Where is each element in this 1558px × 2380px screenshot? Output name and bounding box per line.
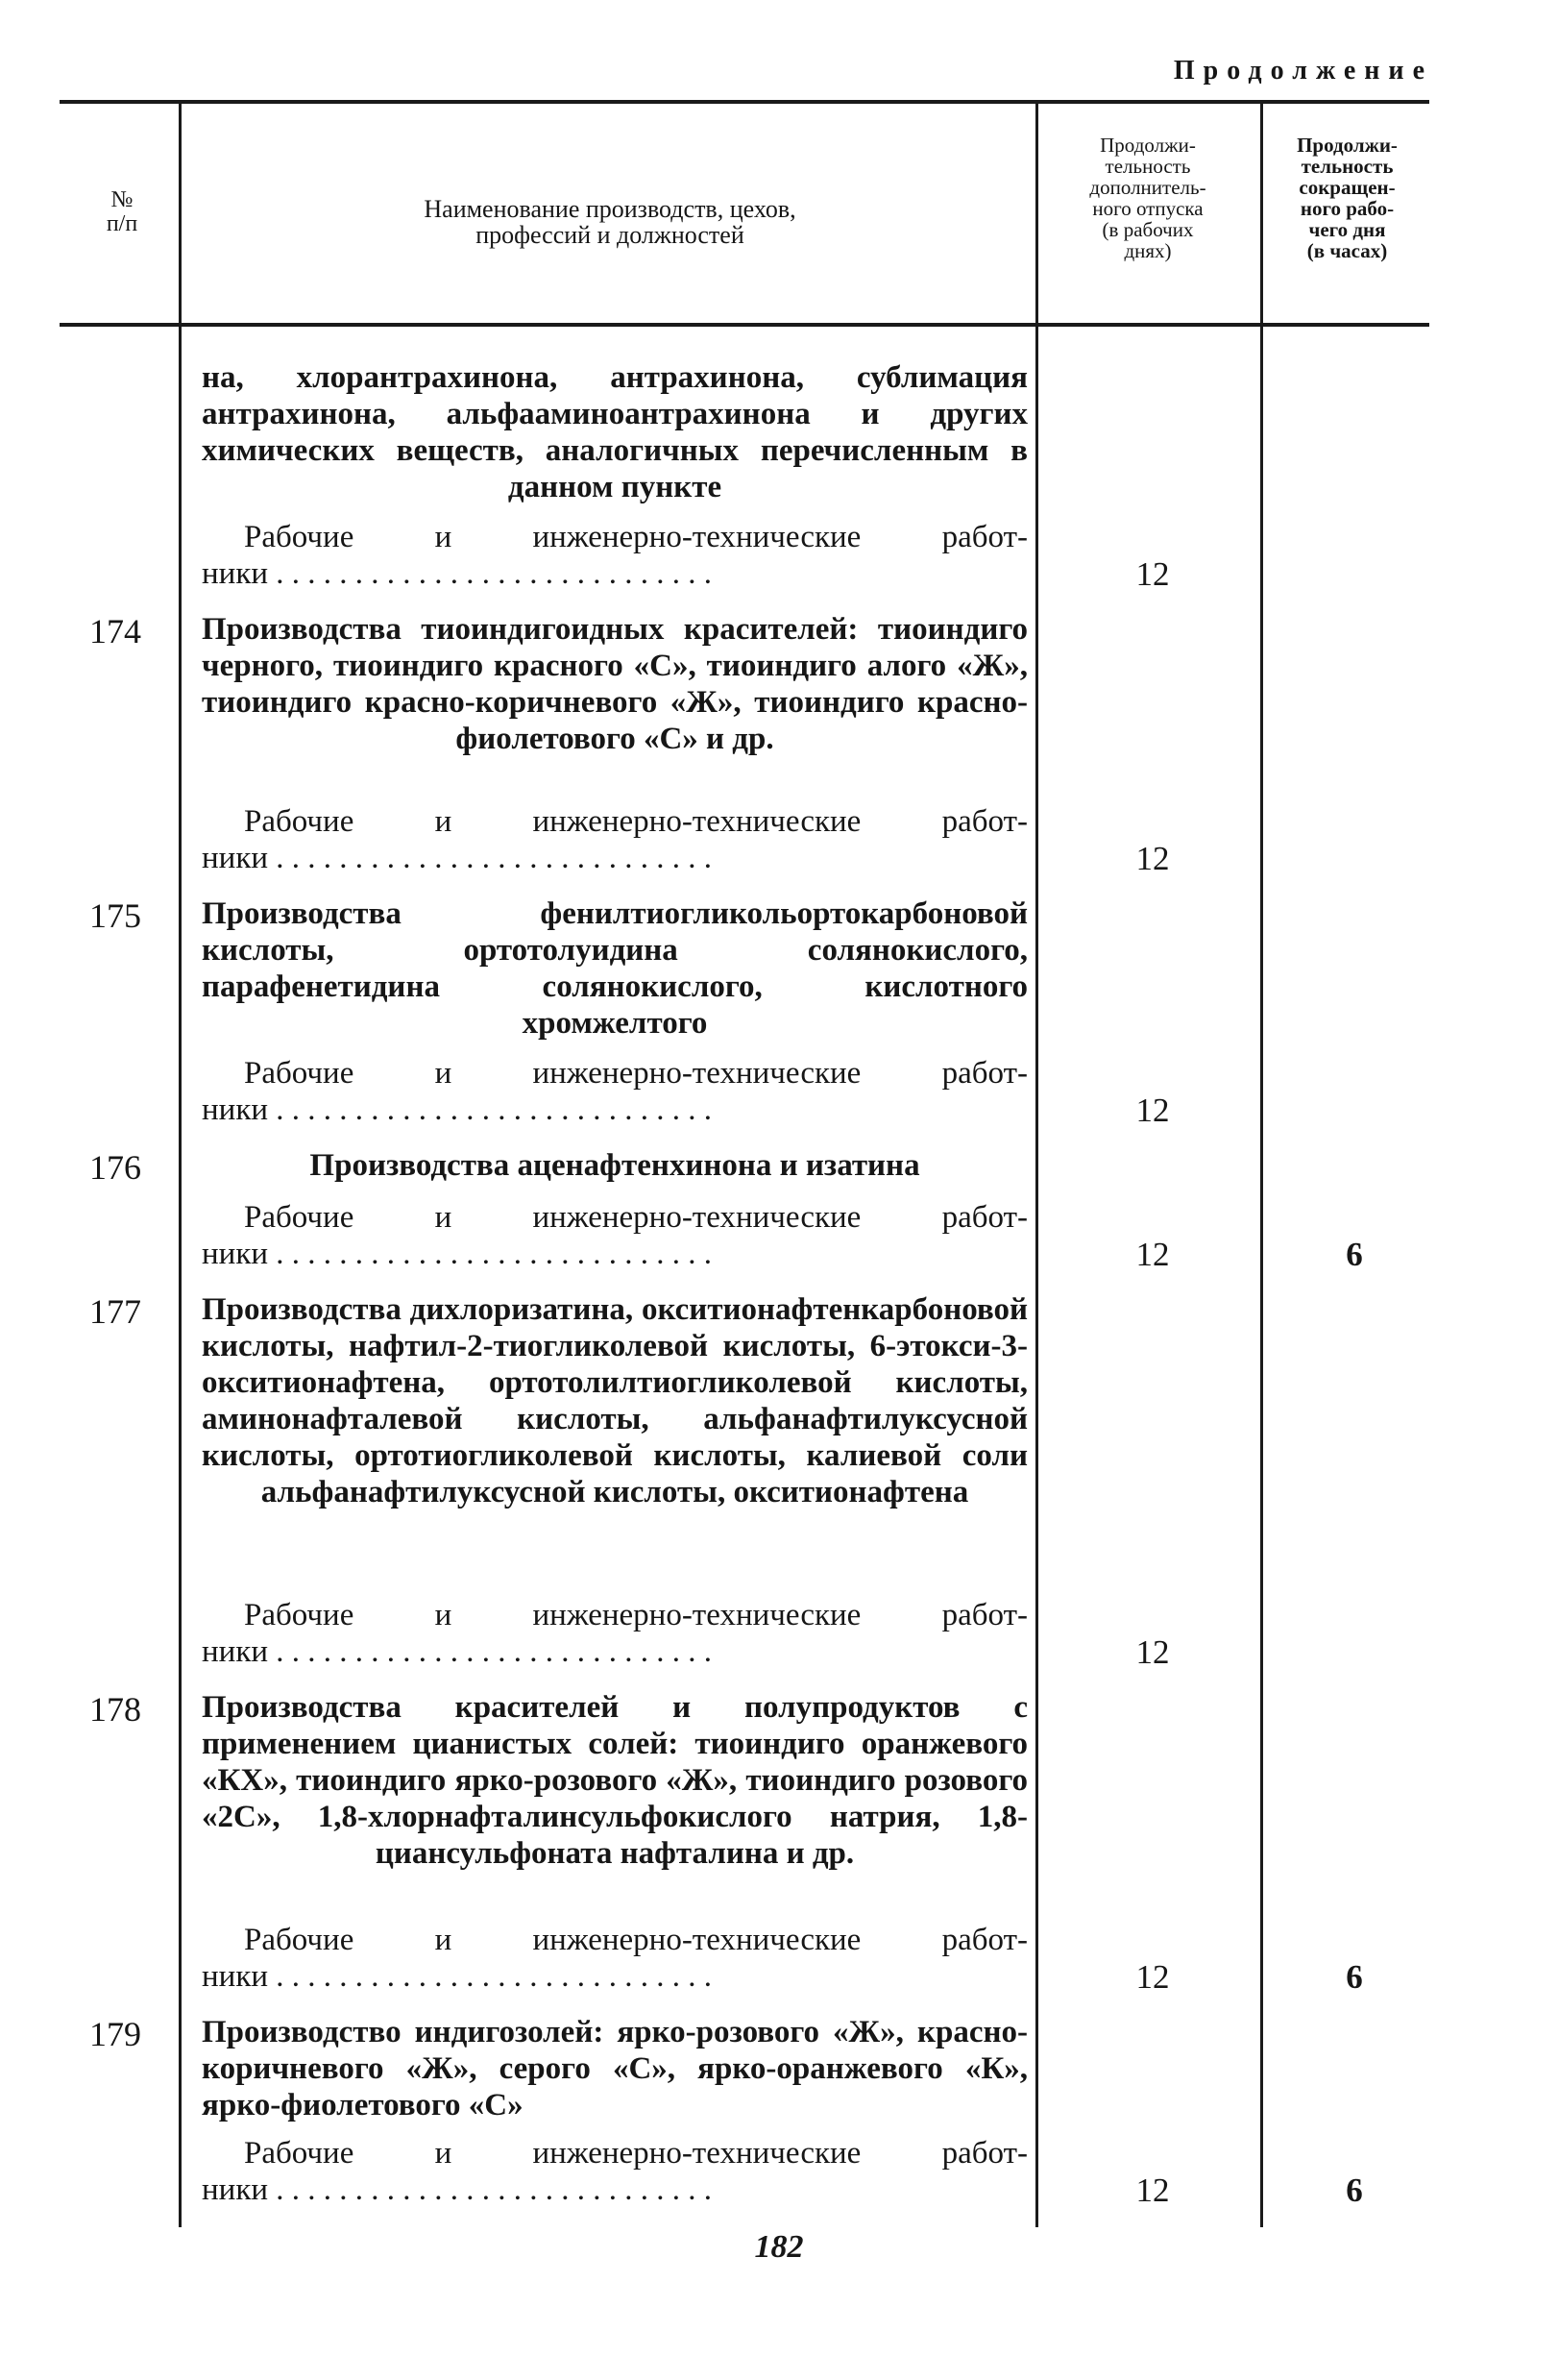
workers-row [202, 1597, 1028, 1670]
leave-value: 12 [1135, 840, 1170, 877]
entry-number: 176 [89, 1148, 141, 1187]
entry-text: на, хлорантрахинона, антрахинона, сублимация антрахинона, альфааминоантрахинона и других химических веществ, аналогичных перечисленным в данном пункте [202, 360, 1028, 504]
shortened-value: 6 [1346, 2171, 1363, 2209]
workers-row [202, 519, 1028, 592]
shortened-value: 6 [1346, 1236, 1363, 1273]
workers-dots: ники . . . . . . . . . . . . . . . . . . . . . . . . . . . . [202, 1959, 713, 1994]
workers-line: Рабочие и инженерно-технические работ- [244, 804, 1028, 839]
workers-line: Рабочие и инженерно-технические работ- [244, 1200, 1028, 1235]
leave-value: 12 [1135, 1958, 1170, 1996]
workers-line: Рабочие и инженерно-технические работ- [244, 1598, 1028, 1632]
entry-number: 179 [89, 2015, 141, 2053]
page-number: 182 [754, 2229, 804, 2265]
entry-text: Производства тиоиндигоидных красителей: тиоиндиго черного, тиоиндиго красного «С», тиоиндиго алого «Ж», тиоиндиго красно-коричневого «Ж», тиоиндиго красно-фиолетового «С» и др. [202, 612, 1028, 756]
workers-line: Рабочие и инженерно-технические работ- [244, 1056, 1028, 1091]
workers-row [202, 803, 1028, 876]
shortened-value: 6 [1346, 1958, 1363, 1996]
header-number: № п/п [106, 187, 138, 237]
column-rule-1 [179, 104, 182, 2227]
entry-text: Производства красителей и полупродуктов с применением цианистых солей: тиоиндиго оранжевого «КХ», тиоиндиго ярко-розового «Ж», тиоиндиго розового «2С», 1,8-хлорнафталинсульфокислого натрия, 1,8-циансульфоната нафталина и др. [202, 1690, 1028, 1871]
workers-row [202, 2135, 1028, 2208]
header-leave: Продолжи- тельность дополнитель- ного отпуска (в рабочих днях) [1089, 134, 1206, 263]
workers-dots: ники . . . . . . . . . . . . . . . . . . . . . . . . . . . . [202, 1092, 713, 1127]
continued-label: Продолжение [1173, 56, 1433, 86]
workers-dots: ники . . . . . . . . . . . . . . . . . . . . . . . . . . . . [202, 556, 713, 591]
column-rule-3 [1260, 104, 1263, 2227]
header-name: Наименование производств, цехов, профессий и должностей [424, 195, 796, 250]
entry-text: Производства аценафтенхинона и изатина [309, 1148, 920, 1183]
header-shortened: Продолжи- тельность сокращен- ного рабо- чего дня (в часах) [1297, 134, 1398, 263]
entry-text: Производства дихлоризатина, окситионафтенкарбоновой кислоты, нафтил-2-тиогликолевой кислоты, 6-этокси-3-окситионафтена, ортотолилтиогликолевой кислоты, аминонафталевой кислоты, альфанафтилуксусной кислоты, ортотиогликолевой кислоты, калиевой соли альфанафтилуксусной кислоты, окситионафтена [202, 1292, 1028, 1509]
leave-value: 12 [1135, 1236, 1170, 1273]
leave-value: 12 [1135, 2171, 1170, 2209]
workers-row [202, 1922, 1028, 1995]
column-rule-2 [1035, 104, 1038, 2227]
leave-value: 12 [1135, 1633, 1170, 1671]
entry-number: 177 [89, 1292, 141, 1331]
workers-dots: ники . . . . . . . . . . . . . . . . . . . . . . . . . . . . [202, 2172, 713, 2207]
workers-row [202, 1199, 1028, 1272]
workers-dots: ники . . . . . . . . . . . . . . . . . . . . . . . . . . . . [202, 1634, 713, 1669]
entry-number: 178 [89, 1690, 141, 1729]
workers-row [202, 1055, 1028, 1128]
workers-dots: ники . . . . . . . . . . . . . . . . . . . . . . . . . . . . [202, 841, 713, 875]
workers-line: Рабочие и инженерно-технические работ- [244, 2136, 1028, 2171]
workers-line: Рабочие и инженерно-технические работ- [244, 1923, 1028, 1957]
workers-line: Рабочие и инженерно-технические работ- [244, 520, 1028, 554]
table-header-bottom-rule [60, 323, 1429, 327]
entry-number: 175 [89, 896, 141, 935]
leave-value: 12 [1135, 1092, 1170, 1129]
workers-dots: ники . . . . . . . . . . . . . . . . . . . . . . . . . . . . [202, 1237, 713, 1271]
entry-text: Производства фенилтиогликольортокарбоновой кислоты, ортотолуидина солянокислого, парафенетидина солянокислого, кислотного хромжелтого [202, 896, 1028, 1041]
entry-number: 174 [89, 612, 141, 650]
leave-value: 12 [1135, 555, 1170, 593]
entry-text: Производство индигозолей: ярко-розового «Ж», красно-коричневого «Ж», серого «С», ярко-оранжевого «К», ярко-фиолетового «С» [202, 2015, 1028, 2122]
table-header-top-rule [60, 100, 1429, 104]
